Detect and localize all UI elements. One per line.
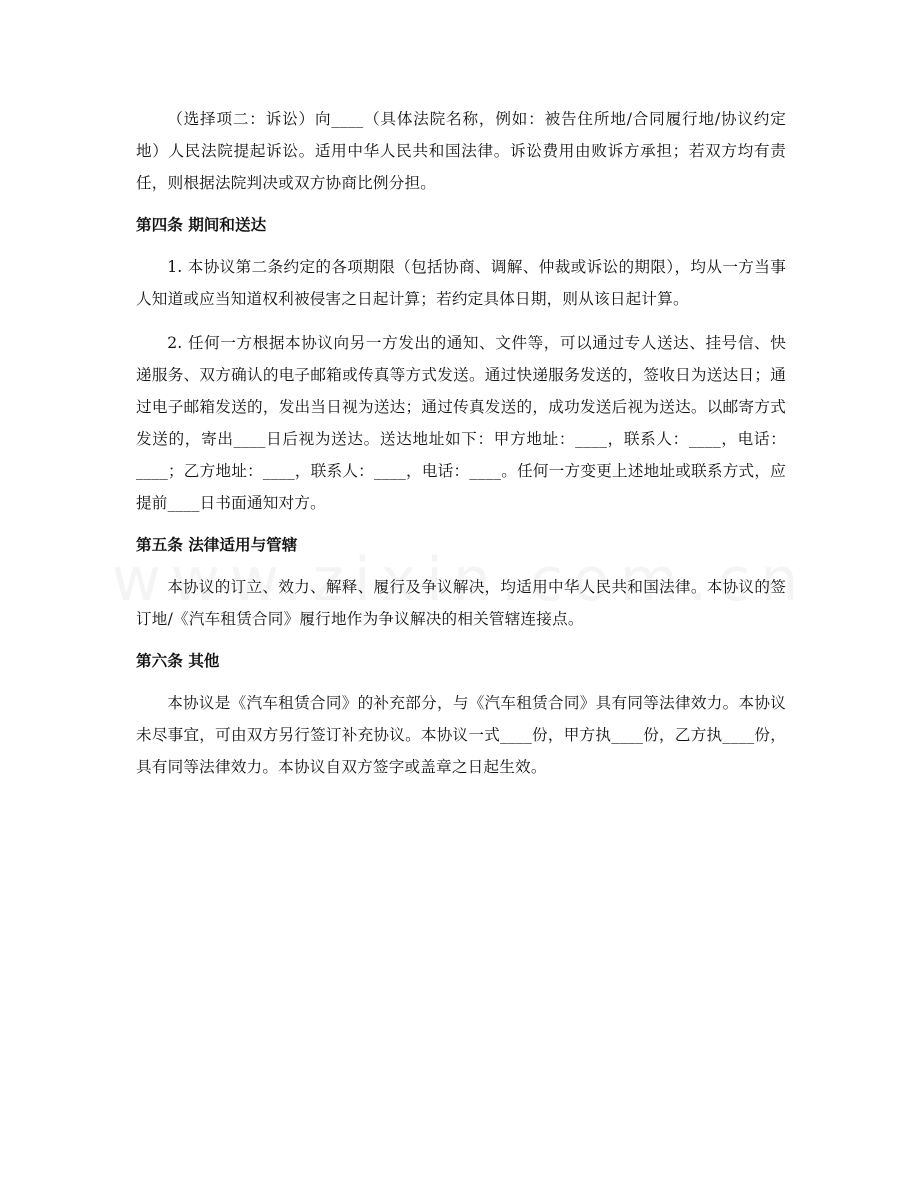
article-4-item-2: 2. 任何一方根据本协议向另一方发出的通知、文件等，可以通过专人送达、挂号信、快递服务、双方确认的电子邮箱或传真等方式发送。通过快递服务发送的，签收日为送达日；通过电子邮箱发送的，发出当日视为送达；通过传真发送的，成功发送后视为送达。以邮寄方式发送的，寄出____日后视为送达。送达地址如下：甲方地址：____，联系人：____，电话：____；乙方地址：____，联系人：____，电话：____。任何一方变更上述地址或联系方式，应提前____日书面通知对方。 (136, 334, 786, 512)
article-5-body: 本协议的订立、效力、解释、履行及争议解决，均适用中华人民共和国法律。本协议的签订地/《汽车租赁合同》履行地作为争议解决的相关管辖连接点。 (136, 578, 786, 628)
article-5-heading: 第五条 法律适用与管辖 (136, 536, 298, 554)
article-6-body: 本协议是《汽车租赁合同》的补充部分，与《汽车租赁合同》具有同等法律效力。本协议未尽事宜，可由双方另行签订补充协议。本协议一式____份，甲方执____份，乙方执____份，具有同等法律效力。本协议自双方签字或盖章之日起生效。 (136, 694, 786, 776)
document-body (136, 103, 786, 783)
article-4-heading: 第四条 期间和送达 (136, 216, 267, 234)
paragraph-litigation-option: （选择项二：诉讼）向____（具体法院名称，例如：被告住所地/合同履行地/协议约定地）人民法院提起诉讼。适用中华人民共和国法律。诉讼费用由败诉方承担；若双方均有责任，则根据法院判决或双方协商比例分担。 (136, 110, 786, 192)
article-4-item-1: 1. 本协议第二条约定的各项期限（包括协商、调解、仲裁或诉讼的期限），均从一方当事人知道或应当知道权利被侵害之日起计算；若约定具体日期，则从该日起计算。 (136, 258, 786, 308)
article-6-heading: 第六条 其他 (136, 652, 220, 670)
